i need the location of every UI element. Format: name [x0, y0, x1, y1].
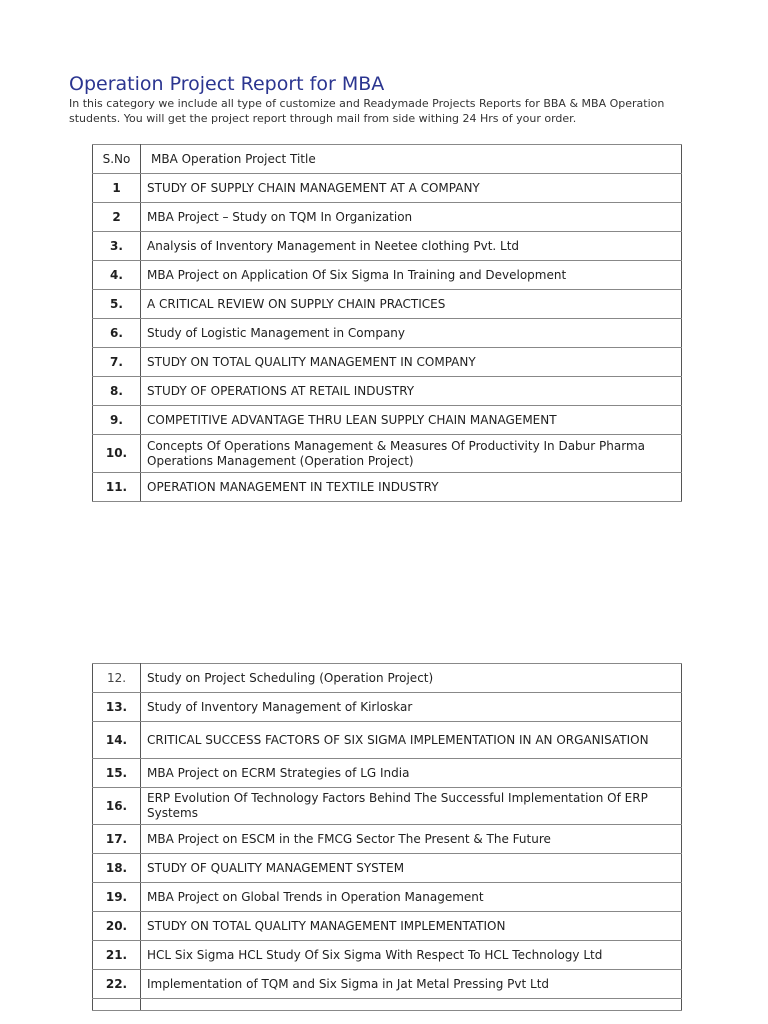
table-row [93, 883, 682, 912]
project-title: HCL Six Sigma HCL Study Of Six Sigma With Respect To HCL Technology Ltd [141, 941, 682, 970]
table-row [93, 693, 682, 722]
project-title: A CRITICAL REVIEW ON SUPPLY CHAIN PRACTICES [141, 290, 682, 319]
table-row [93, 473, 682, 502]
row-number: 18. [93, 854, 141, 883]
project-title: OPERATION MANAGEMENT IN TEXTILE INDUSTRY [141, 473, 682, 502]
row-number: 7. [93, 348, 141, 377]
row-number: 15. [93, 759, 141, 788]
project-title: COMPETITIVE ADVANTAGE THRU LEAN SUPPLY CHAIN MANAGEMENT [141, 406, 682, 435]
row-number: 12. [93, 664, 141, 693]
table-row [93, 941, 682, 970]
table-row [93, 261, 682, 290]
table-row [93, 664, 682, 693]
table-row [93, 290, 682, 319]
table-row [93, 970, 682, 999]
row-number: 16. [93, 788, 141, 825]
project-title [141, 999, 682, 1011]
project-title: STUDY OF SUPPLY CHAIN MANAGEMENT AT A COMPANY [141, 174, 682, 203]
row-number: 6. [93, 319, 141, 348]
row-number: 22. [93, 970, 141, 999]
project-title: MBA Project on Global Trends in Operation Management [141, 883, 682, 912]
project-title: STUDY OF QUALITY MANAGEMENT SYSTEM [141, 854, 682, 883]
row-number: 20. [93, 912, 141, 941]
table-row [93, 912, 682, 941]
project-table-2 [92, 663, 682, 1011]
row-number: 5. [93, 290, 141, 319]
row-number: 8. [93, 377, 141, 406]
project-title: STUDY ON TOTAL QUALITY MANAGEMENT IN COMPANY [141, 348, 682, 377]
project-title: Implementation of TQM and Six Sigma in Jat Metal Pressing Pvt Ltd [141, 970, 682, 999]
project-title: Study of Logistic Management in Company [141, 319, 682, 348]
row-number: 21. [93, 941, 141, 970]
intro-paragraph: In this category we include all type of customize and Readymade Projects Reports for BBA & MBA Operation students. You will get the project report through mail from side withing 24 Hrs of your order. [69, 97, 665, 125]
table-row [93, 174, 682, 203]
column-header-title: MBA Operation Project Title [141, 145, 682, 174]
row-number: 19. [93, 883, 141, 912]
project-title: Concepts Of Operations Management & Measures Of Productivity In Dabur Pharma Operations Management (Operation Project) [141, 435, 682, 473]
table-row [93, 232, 682, 261]
row-number: 3. [93, 232, 141, 261]
table-row [93, 788, 682, 825]
project-table-1 [92, 144, 682, 502]
project-title: MBA Project on Application Of Six Sigma In Training and Development [141, 261, 682, 290]
project-title: MBA Project on ESCM in the FMCG Sector The Present & The Future [141, 825, 682, 854]
row-number: 4. [93, 261, 141, 290]
table-row [93, 722, 682, 759]
row-number: 1 [93, 174, 141, 203]
table-row [93, 406, 682, 435]
row-number: 9. [93, 406, 141, 435]
row-number: 2 [93, 203, 141, 232]
row-number: 14. [93, 722, 141, 759]
project-title: ERP Evolution Of Technology Factors Behind The Successful Implementation Of ERP Systems [141, 788, 682, 825]
project-title: Study of Inventory Management of Kirloskar [141, 693, 682, 722]
project-title: Analysis of Inventory Management in Neetee clothing Pvt. Ltd [141, 232, 682, 261]
table-row [93, 825, 682, 854]
table-row [93, 999, 682, 1011]
row-number [93, 999, 141, 1011]
project-title: CRITICAL SUCCESS FACTORS OF SIX SIGMA IMPLEMENTATION IN AN ORGANISATION [141, 722, 682, 759]
table-row [93, 319, 682, 348]
row-number: 11. [93, 473, 141, 502]
table-row [93, 377, 682, 406]
project-title: MBA Project – Study on TQM In Organization [141, 203, 682, 232]
project-title: MBA Project on ECRM Strategies of LG India [141, 759, 682, 788]
table-row [93, 759, 682, 788]
project-title: STUDY ON TOTAL QUALITY MANAGEMENT IMPLEMENTATION [141, 912, 682, 941]
table-row [93, 348, 682, 377]
table-row [93, 854, 682, 883]
project-title: STUDY OF OPERATIONS AT RETAIL INDUSTRY [141, 377, 682, 406]
table-row [93, 435, 682, 473]
project-title: Study on Project Scheduling (Operation Project) [141, 664, 682, 693]
column-header-sno: S.No [93, 145, 141, 174]
row-number: 10. [93, 435, 141, 473]
row-number: 13. [93, 693, 141, 722]
table-header-row [93, 145, 682, 174]
row-number: 17. [93, 825, 141, 854]
table-row [93, 203, 682, 232]
page-title: Operation Project Report for MBA [69, 73, 385, 95]
